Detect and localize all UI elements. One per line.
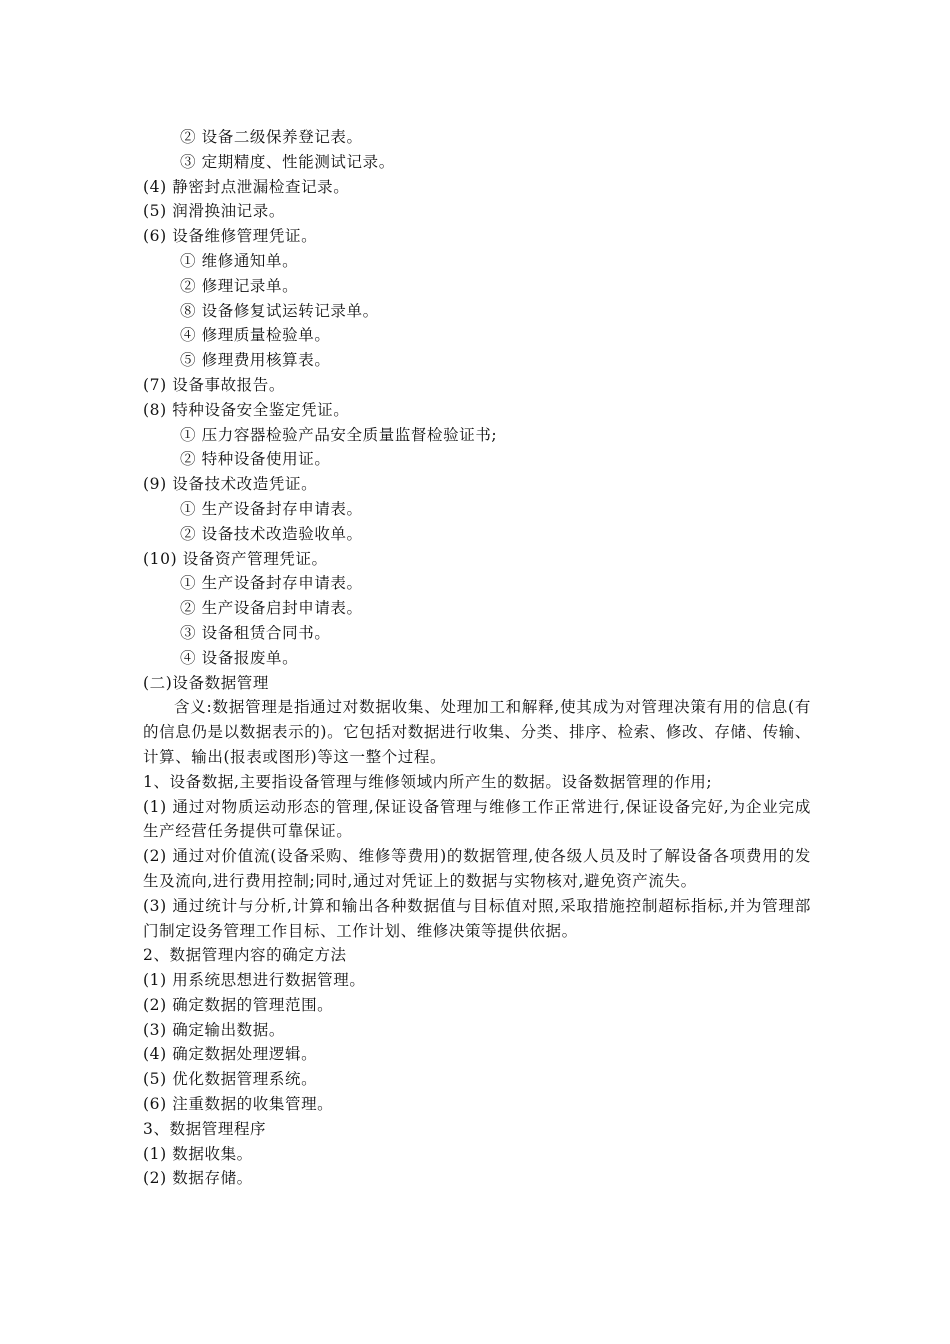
list-item: (8) 特种设备安全鉴定凭证。 [143,400,350,419]
list-item: (1) 数据收集。 [143,1144,253,1163]
list-item: (9) 设备技术改造凭证。 [143,475,318,494]
list-item: (2) 数据存储。 [143,1169,253,1188]
list-item: (10) 设备资产管理凭证。 [143,549,328,568]
list-item: (5) 优化数据管理系统。 [143,1070,318,1089]
list-item: ② 生产设备启封申请表。 [180,599,363,618]
paragraph: (2) 通过对价值流(设备采购、维修等费用)的数据管理,使各级人员及时了解设备各项费用的发生及流向,进行费用控制;同时,通过对凭证上的数据与实物核对,避免资产流失。 [143,847,811,890]
list-item: ⑧ 设备修复试运转记录单。 [180,301,379,320]
list-item: (6) 注重数据的收集管理。 [143,1095,334,1114]
list-item: (2) 确定数据的管理范围。 [143,995,334,1014]
list-item: (6) 设备维修管理凭证。 [143,227,318,246]
list-item: ② 设备二级保养登记表。 [180,128,363,146]
list-item: ② 特种设备使用证。 [180,450,331,469]
list-item: ① 维修通知单。 [180,251,299,270]
list-item: ① 生产设备封存申请表。 [180,574,363,593]
paragraph: (3) 通过统计与分析,计算和输出各种数据值与目标值对照,采取措施控制超标指标,并为管理部门制定设务管理工作目标、工作计划、维修决策等提供依据。 [143,896,811,940]
document-body [143,125,811,1191]
definition-paragraph: 含义:数据管理是指通过对数据收集、处理加工和解释,使其成为对管理决策有用的信息(有的信息仍是以数据表示的)。它包括对数据进行收集、分类、排序、检索、修改、存储、传输、计算、输出(报表或图形)等这一整个过程。 [143,698,811,766]
list-item: ⑤ 修理费用核算表。 [180,351,331,370]
list-item: ② 设备技术改造验收单。 [180,524,363,543]
list-item: ② 修理记录单。 [180,276,299,295]
list-item: ④ 设备报废单。 [180,648,299,667]
section-heading: 2、数据管理内容的确定方法 [143,946,347,965]
list-item: ③ 设备租赁合同书。 [180,623,331,642]
list-item: ① 压力容器检验产品安全质量监督检验证书; [180,425,498,444]
list-item: (1) 用系统思想进行数据管理。 [143,971,366,990]
section-heading: 1、设备数据,主要指设备管理与维修领域内所产生的数据。设备数据管理的作用; [143,772,713,791]
list-item: ③ 定期精度、性能测试记录。 [180,152,395,171]
list-item: (4) 静密封点泄漏检查记录。 [143,177,350,196]
paragraph: (1) 通过对物质运动形态的管理,保证设备管理与维修工作正常进行,保证设备完好,为企业完成生产经营任务提供可靠保证。 [143,797,811,841]
list-item: ① 生产设备封存申请表。 [180,499,363,518]
section-heading: 3、数据管理程序 [143,1119,267,1138]
list-item: (4) 确定数据处理逻辑。 [143,1045,318,1064]
list-item: (5) 润滑换油记录。 [143,202,285,221]
section-heading: (二)设备数据管理 [143,673,269,692]
list-item: ④ 修理质量检验单。 [180,326,331,345]
list-item: (7) 设备事故报告。 [143,375,285,394]
list-item: (3) 确定输出数据。 [143,1020,285,1039]
